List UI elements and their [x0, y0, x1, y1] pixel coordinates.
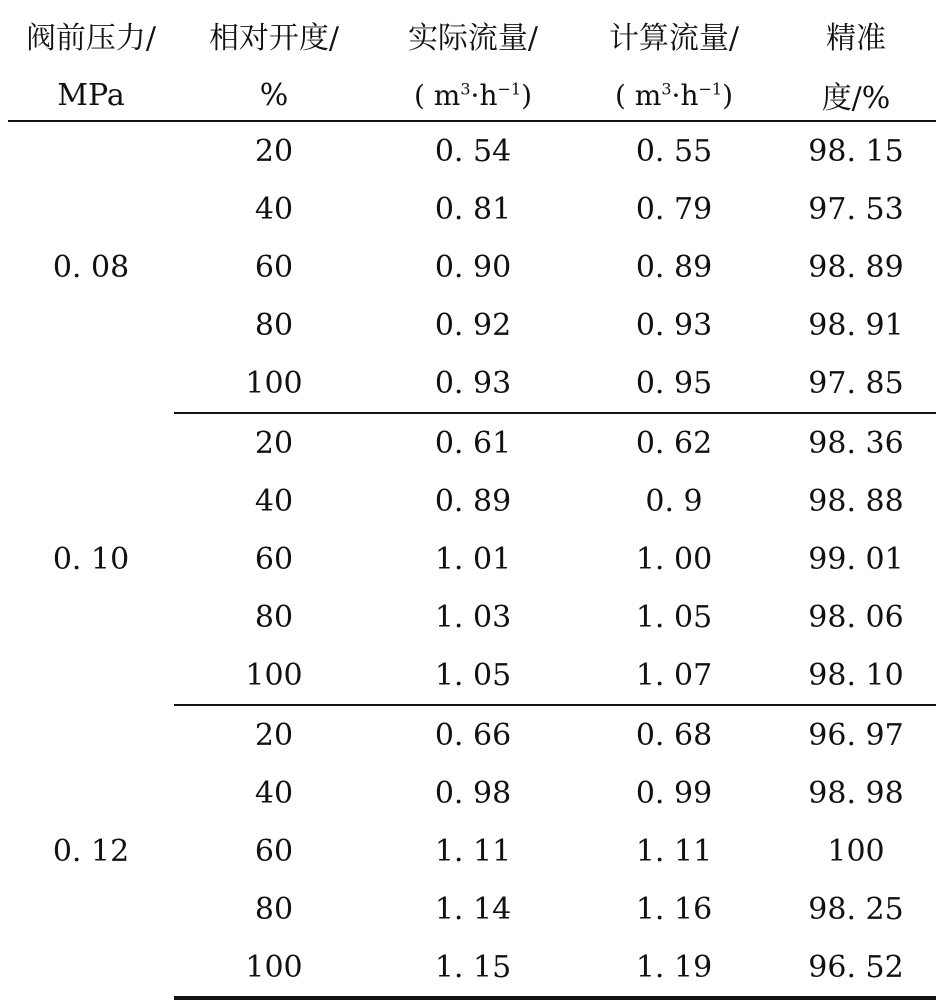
flow-precision-table	[8, 0, 936, 1000]
actual-flow-cell: 1. 11	[434, 833, 512, 869]
actual-flow-cell: 0. 92	[434, 307, 512, 343]
actual-flow-cell: 1. 15	[374, 938, 572, 998]
unit-exponent: −1	[698, 79, 723, 99]
actual-flow-cell: 0. 89	[434, 483, 512, 519]
header-unit-precision: 度/%	[776, 70, 936, 121]
actual-flow-cell: 0. 61	[434, 425, 512, 461]
unit-exponent: −1	[497, 79, 522, 99]
calculated-flow-cell: 1. 05	[635, 599, 713, 635]
opening-cell: 60	[254, 541, 294, 577]
table-header	[8, 0, 936, 121]
actual-flow-cell: 0. 98	[434, 775, 512, 811]
precision-cell: 97. 85	[776, 354, 936, 413]
opening-cell: 100	[174, 938, 374, 998]
header-row-1	[8, 0, 936, 70]
precision-cell: 98. 98	[808, 775, 904, 811]
calculated-flow-cell: 0. 99	[635, 775, 713, 811]
opening-cell: 80	[254, 307, 294, 343]
pressure-cell: 0. 08	[52, 250, 130, 285]
opening-cell: 20	[254, 133, 294, 169]
calculated-flow-cell: 0. 55	[635, 133, 713, 169]
precision-cell: 98. 06	[808, 599, 904, 635]
unit-prefix: ( m	[614, 78, 662, 112]
actual-flow-cell: 1. 01	[434, 541, 512, 577]
precision-cell: 99. 01	[808, 541, 904, 577]
calculated-flow-cell: 0. 79	[635, 191, 713, 227]
calculated-flow-cell: 0. 9	[645, 483, 703, 519]
calculated-flow-cell: 0. 62	[635, 425, 713, 461]
calculated-flow-cell: 1. 00	[635, 541, 713, 577]
header-unit-actual-flow	[374, 70, 572, 121]
opening-cell: 60	[254, 249, 294, 285]
actual-flow-cell: 0. 93	[374, 354, 572, 413]
table-row	[8, 413, 936, 472]
opening-cell: 40	[254, 775, 294, 811]
unit-suffix: )	[722, 78, 734, 112]
precision-cell: 100	[827, 833, 885, 869]
header-unit-calculated-flow	[572, 70, 776, 121]
header-calculated-flow: 计算流量/	[608, 21, 740, 56]
header-row-2	[8, 70, 936, 121]
actual-flow-cell: 1. 03	[434, 599, 512, 635]
pressure-cell: 0. 10	[52, 541, 130, 577]
precision-cell: 96. 97	[808, 717, 904, 753]
unit-suffix: )	[521, 78, 533, 112]
pressure-group	[8, 413, 936, 705]
opening-cell: 80	[254, 599, 294, 635]
calculated-flow-cell: 0. 95	[572, 354, 776, 413]
unit-exponent: 3	[460, 79, 471, 99]
opening-cell: 40	[254, 483, 294, 519]
precision-cell: 98. 15	[808, 133, 904, 169]
actual-flow-cell: 1. 14	[434, 891, 512, 927]
calculated-flow-cell: 1. 11	[635, 833, 713, 869]
precision-cell: 96. 52	[776, 938, 936, 998]
precision-cell: 98. 10	[776, 646, 936, 705]
actual-flow-cell: 0. 54	[434, 133, 512, 169]
opening-cell: 20	[254, 425, 294, 461]
precision-cell: 98. 91	[808, 307, 904, 343]
header-actual-flow: 实际流量/	[407, 21, 539, 56]
unit-hour: ·h	[470, 78, 498, 112]
pressure-group	[8, 705, 936, 998]
actual-flow-cell: 0. 90	[434, 249, 512, 285]
precision-cell: 97. 53	[808, 191, 904, 227]
actual-flow-cell: 0. 66	[434, 717, 512, 753]
precision-cell: 98. 88	[808, 483, 904, 519]
precision-cell: 98. 36	[808, 425, 904, 461]
calculated-flow-cell: 1. 19	[572, 938, 776, 998]
calculated-flow-cell: 1. 07	[572, 646, 776, 705]
opening-cell: 20	[254, 717, 294, 753]
header-relative-opening: 相对开度/	[208, 21, 340, 56]
unit-exponent: 3	[661, 79, 672, 99]
actual-flow-cell: 0. 81	[434, 191, 512, 227]
pressure-cell: 0. 12	[52, 834, 130, 869]
precision-cell: 98. 89	[808, 249, 904, 285]
pressure-group	[8, 121, 936, 413]
calculated-flow-cell: 1. 16	[635, 891, 713, 927]
actual-flow-cell: 1. 05	[374, 646, 572, 705]
calculated-flow-cell: 0. 89	[635, 249, 713, 285]
opening-cell: 80	[254, 891, 294, 927]
header-precision: 精准	[826, 21, 886, 56]
table-row	[8, 121, 936, 180]
unit-hour: ·h	[671, 78, 699, 112]
opening-cell: 60	[254, 833, 294, 869]
table-row	[8, 705, 936, 764]
opening-cell: 100	[174, 646, 374, 705]
precision-cell: 98. 25	[808, 891, 904, 927]
opening-cell: 100	[174, 354, 374, 413]
opening-cell: 40	[254, 191, 294, 227]
unit-prefix: ( m	[413, 78, 461, 112]
calculated-flow-cell: 0. 68	[635, 717, 713, 753]
header-unit-pressure: MPa	[8, 70, 174, 121]
header-valve-pressure: 阀前压力/	[25, 21, 157, 56]
calculated-flow-cell: 0. 93	[635, 307, 713, 343]
header-unit-opening: %	[174, 70, 374, 121]
